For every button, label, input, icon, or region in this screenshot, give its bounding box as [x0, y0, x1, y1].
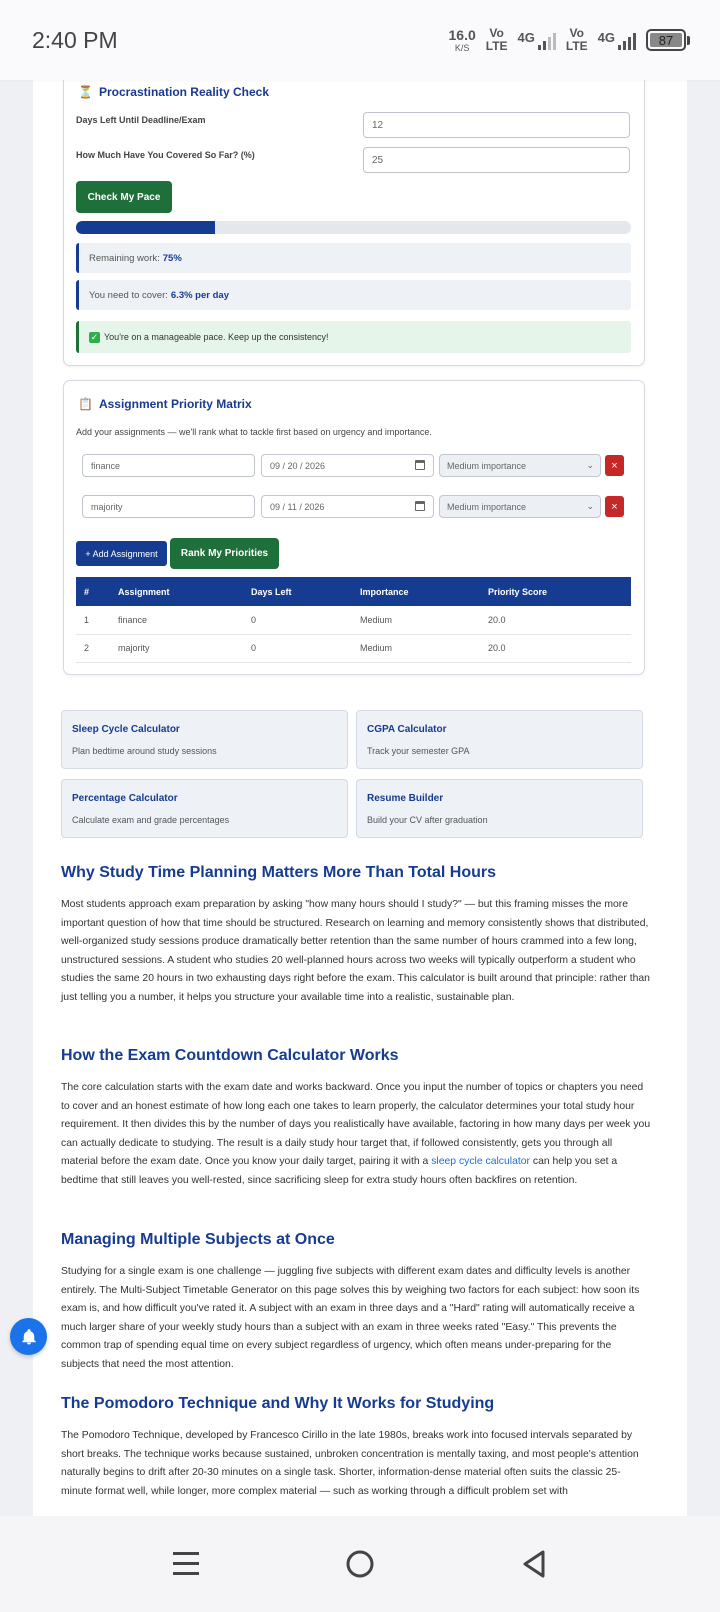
article-paragraph-2: [61, 1079, 651, 1190]
tool-desc: Plan bedtime around study sessions: [72, 746, 217, 756]
tool-title: Resume Builder: [367, 793, 444, 804]
tool-card-resume[interactable]: [356, 779, 643, 838]
assignment-date-value: 09 / 11 / 2026: [270, 501, 325, 512]
calendar-icon[interactable]: [415, 501, 425, 511]
hourglass-icon: ⏳: [78, 85, 93, 99]
table-cell: Medium: [352, 634, 480, 662]
table-cell: 0: [243, 606, 352, 634]
signal-icon: [518, 30, 556, 50]
table-row: [76, 634, 631, 662]
priority-table: [76, 577, 631, 663]
chevron-down-icon: ⌄: [586, 501, 594, 511]
priority-description: Add your assignments — we'll rank what to tackle first based on urgency and importance.: [76, 427, 432, 437]
table-cell: 0: [243, 634, 352, 662]
page-content: [33, 80, 687, 1516]
volte-top-2: Vo: [569, 26, 584, 41]
article-paragraph-1: Most students approach exam preparation by asking "how many hours should I study?" — but this framing misses the more important question of how that time should be structured. Research on learning and memory consistently shows that distributed, well-organized study sessions produce dramatically better retention than the same number of hours crammed into a few long, unstructured sessions. A student who studies 20 well-planned hours across two weeks will typically outperform a student who studies the same 20 hours in two exhausting days right before the exam. This calculator is built around that principle: rather than just telling you a number, it helps you structure your available time into a realistic, sustainable plan.: [61, 899, 650, 1003]
status-indicators: [449, 27, 691, 52]
table-header-row: [76, 577, 631, 606]
check-pace-button[interactable]: Check My Pace: [76, 181, 172, 213]
tool-card-cgpa[interactable]: [356, 710, 643, 769]
tool-desc: Track your semester GPA: [367, 746, 470, 756]
priority-card: [63, 380, 645, 675]
priority-title-text: Assignment Priority Matrix: [98, 397, 252, 411]
status-time: 2:40 PM: [32, 26, 118, 53]
days-left-input[interactable]: [363, 112, 630, 138]
cover-per-day: [76, 280, 631, 310]
status-bar: [0, 0, 720, 80]
pace-progress-fill: [76, 221, 215, 234]
table-cell: 20.0: [480, 634, 631, 662]
tool-title: Percentage Calculator: [72, 793, 178, 804]
table-cell: 20.0: [480, 606, 631, 634]
network-speed: [449, 28, 476, 53]
assignment-name-input[interactable]: [82, 454, 255, 477]
article-heading-3: Managing Multiple Subjects at Once: [61, 1231, 335, 1248]
assignment-date-value: 09 / 20 / 2026: [270, 460, 326, 471]
table-row: [76, 606, 631, 634]
remaining-value: 75%: [162, 252, 182, 264]
calendar-icon[interactable]: [415, 460, 425, 470]
days-left-label: Days Left Until Deadline/Exam: [76, 115, 206, 125]
assignment-date-input[interactable]: [261, 454, 434, 477]
priority-title: [78, 397, 252, 411]
article-heading-4: The Pomodoro Technique and Why It Works for Studying: [61, 1395, 495, 1412]
volte-bottom-2: LTE: [565, 39, 588, 53]
importance-select[interactable]: [439, 454, 601, 477]
importance-value: Medium importance: [447, 460, 527, 471]
table-header: Assignment: [110, 577, 243, 606]
procrastination-card: [63, 80, 645, 366]
table-cell: majority: [110, 634, 243, 662]
table-cell: 2: [76, 634, 110, 662]
covered-input[interactable]: [363, 147, 630, 173]
notification-bell-button[interactable]: [10, 1318, 47, 1355]
chevron-down-icon: ⌄: [586, 460, 594, 470]
home-icon[interactable]: [345, 1549, 375, 1579]
table-header: Importance: [352, 577, 480, 606]
assignment-date-input[interactable]: [261, 495, 434, 518]
battery-level: 87: [650, 33, 682, 47]
remaining-label: Remaining work:: [89, 252, 160, 264]
covered-label: How Much Have You Covered So Far? (%): [76, 150, 255, 160]
signal-icon-2: [598, 30, 636, 50]
paragraph-text: can help you set a bedtime that still leaves you well-rested, since sacrificing sleep for extra study hours often backfires on retention.: [61, 1156, 618, 1186]
paragraph-text: The core calculation starts with the exam date and works backward. Once you input the number of topics or chapters you need to cover and an honest estimate of how long each one takes to learn properly, the calculator determines your total study hour requirement. It then divides this by the number of days you realistically have available, factoring in how many days per week you can actually dedicate to studying. The result is a daily study hour target that, if followed consistently, gets you through all material before the exam date. Once you know your daily target, pairing it with a: [61, 1082, 651, 1167]
importance-value: Medium importance: [447, 501, 527, 512]
volte-bottom: LTE: [485, 39, 508, 53]
tool-desc: Calculate exam and grade percentages: [72, 815, 230, 825]
table-cell: Medium: [352, 606, 480, 634]
pace-progress-bar: [76, 221, 631, 234]
cover-value: 6.3% per day: [170, 289, 229, 301]
network-speed-unit: K/S: [454, 42, 470, 53]
pace-message: [76, 321, 631, 353]
procrastination-title: [78, 85, 269, 99]
tool-desc: Build your CV after graduation: [367, 815, 488, 825]
check-mark-icon: ✓: [90, 331, 99, 342]
network-speed-value: 16.0: [448, 26, 476, 43]
remove-assignment-button[interactable]: ×: [605, 496, 624, 517]
remaining-work: [76, 243, 631, 273]
importance-select[interactable]: [439, 495, 601, 518]
network-type-2: 4G: [597, 30, 615, 45]
back-icon[interactable]: [520, 1549, 548, 1579]
volte-icon-2: [566, 27, 588, 52]
article-paragraph-3: Studying for a single exam is one challenge — juggling five subjects with different exam dates and difficulty levels is another entirely. The Multi-Subject Timetable Generator on this page solves this by weighing two factors for each subject: how soon its exam is, and how difficult you've rated it. A subject with an exam in three days and a "Hard" rating will automatically receive a much larger share of your weekly study hours than a subject with an exam in three weeks rated "Easy." This prevents the common trap of spending equal time on every subject regardless of urgency, which often means under-preparing for the subjects that need the most attention.: [61, 1266, 640, 1370]
tool-card-sleep-cycle[interactable]: [61, 710, 348, 769]
table-header: Days Left: [243, 577, 352, 606]
pace-message-text: You're on a manageable pace. Keep up the consistency!: [104, 332, 329, 342]
clipboard-icon: 📋: [78, 397, 93, 411]
rank-priorities-button[interactable]: Rank My Priorities: [170, 538, 279, 569]
table-header: #: [76, 577, 110, 606]
add-assignment-button[interactable]: + Add Assignment: [76, 541, 167, 566]
table-cell: 1: [76, 606, 110, 634]
tool-title: Sleep Cycle Calculator: [72, 724, 180, 735]
procrastination-title-text: Procrastination Reality Check: [98, 85, 270, 99]
table-cell: finance: [110, 606, 243, 634]
volte-top: Vo: [489, 26, 504, 41]
article-paragraph-4: The Pomodoro Technique, developed by Francesco Cirillo in the late 1980s, breaks work into focused intervals separated by short breaks. The technique works because sustained, unbroken concentration is mentally taxing, and most people's attention naturally begins to drift after 20-30 minutes on a single task. Shorter, information-dense material often suits the classic 25-minute format well, while longer, more complex material — such as working through a difficult problem set with: [61, 1430, 639, 1497]
bell-icon: [20, 1328, 38, 1346]
volte-icon: [486, 27, 508, 52]
tool-card-percentage[interactable]: [61, 779, 348, 838]
tool-title: CGPA Calculator: [367, 724, 447, 735]
network-type: 4G: [517, 30, 535, 45]
article-heading-1: Why Study Time Planning Matters More Than Total Hours: [61, 864, 496, 881]
recent-apps-icon[interactable]: [172, 1549, 200, 1579]
battery-icon: [646, 29, 690, 51]
remove-assignment-button[interactable]: ×: [605, 455, 624, 476]
sleep-cycle-link[interactable]: sleep cycle calculator: [431, 1156, 530, 1167]
assignment-name-input[interactable]: [82, 495, 255, 518]
article-heading-2: How the Exam Countdown Calculator Works: [61, 1047, 399, 1064]
cover-label: You need to cover:: [89, 289, 168, 301]
table-header: Priority Score: [480, 577, 631, 606]
system-nav-bar: [0, 1516, 720, 1612]
